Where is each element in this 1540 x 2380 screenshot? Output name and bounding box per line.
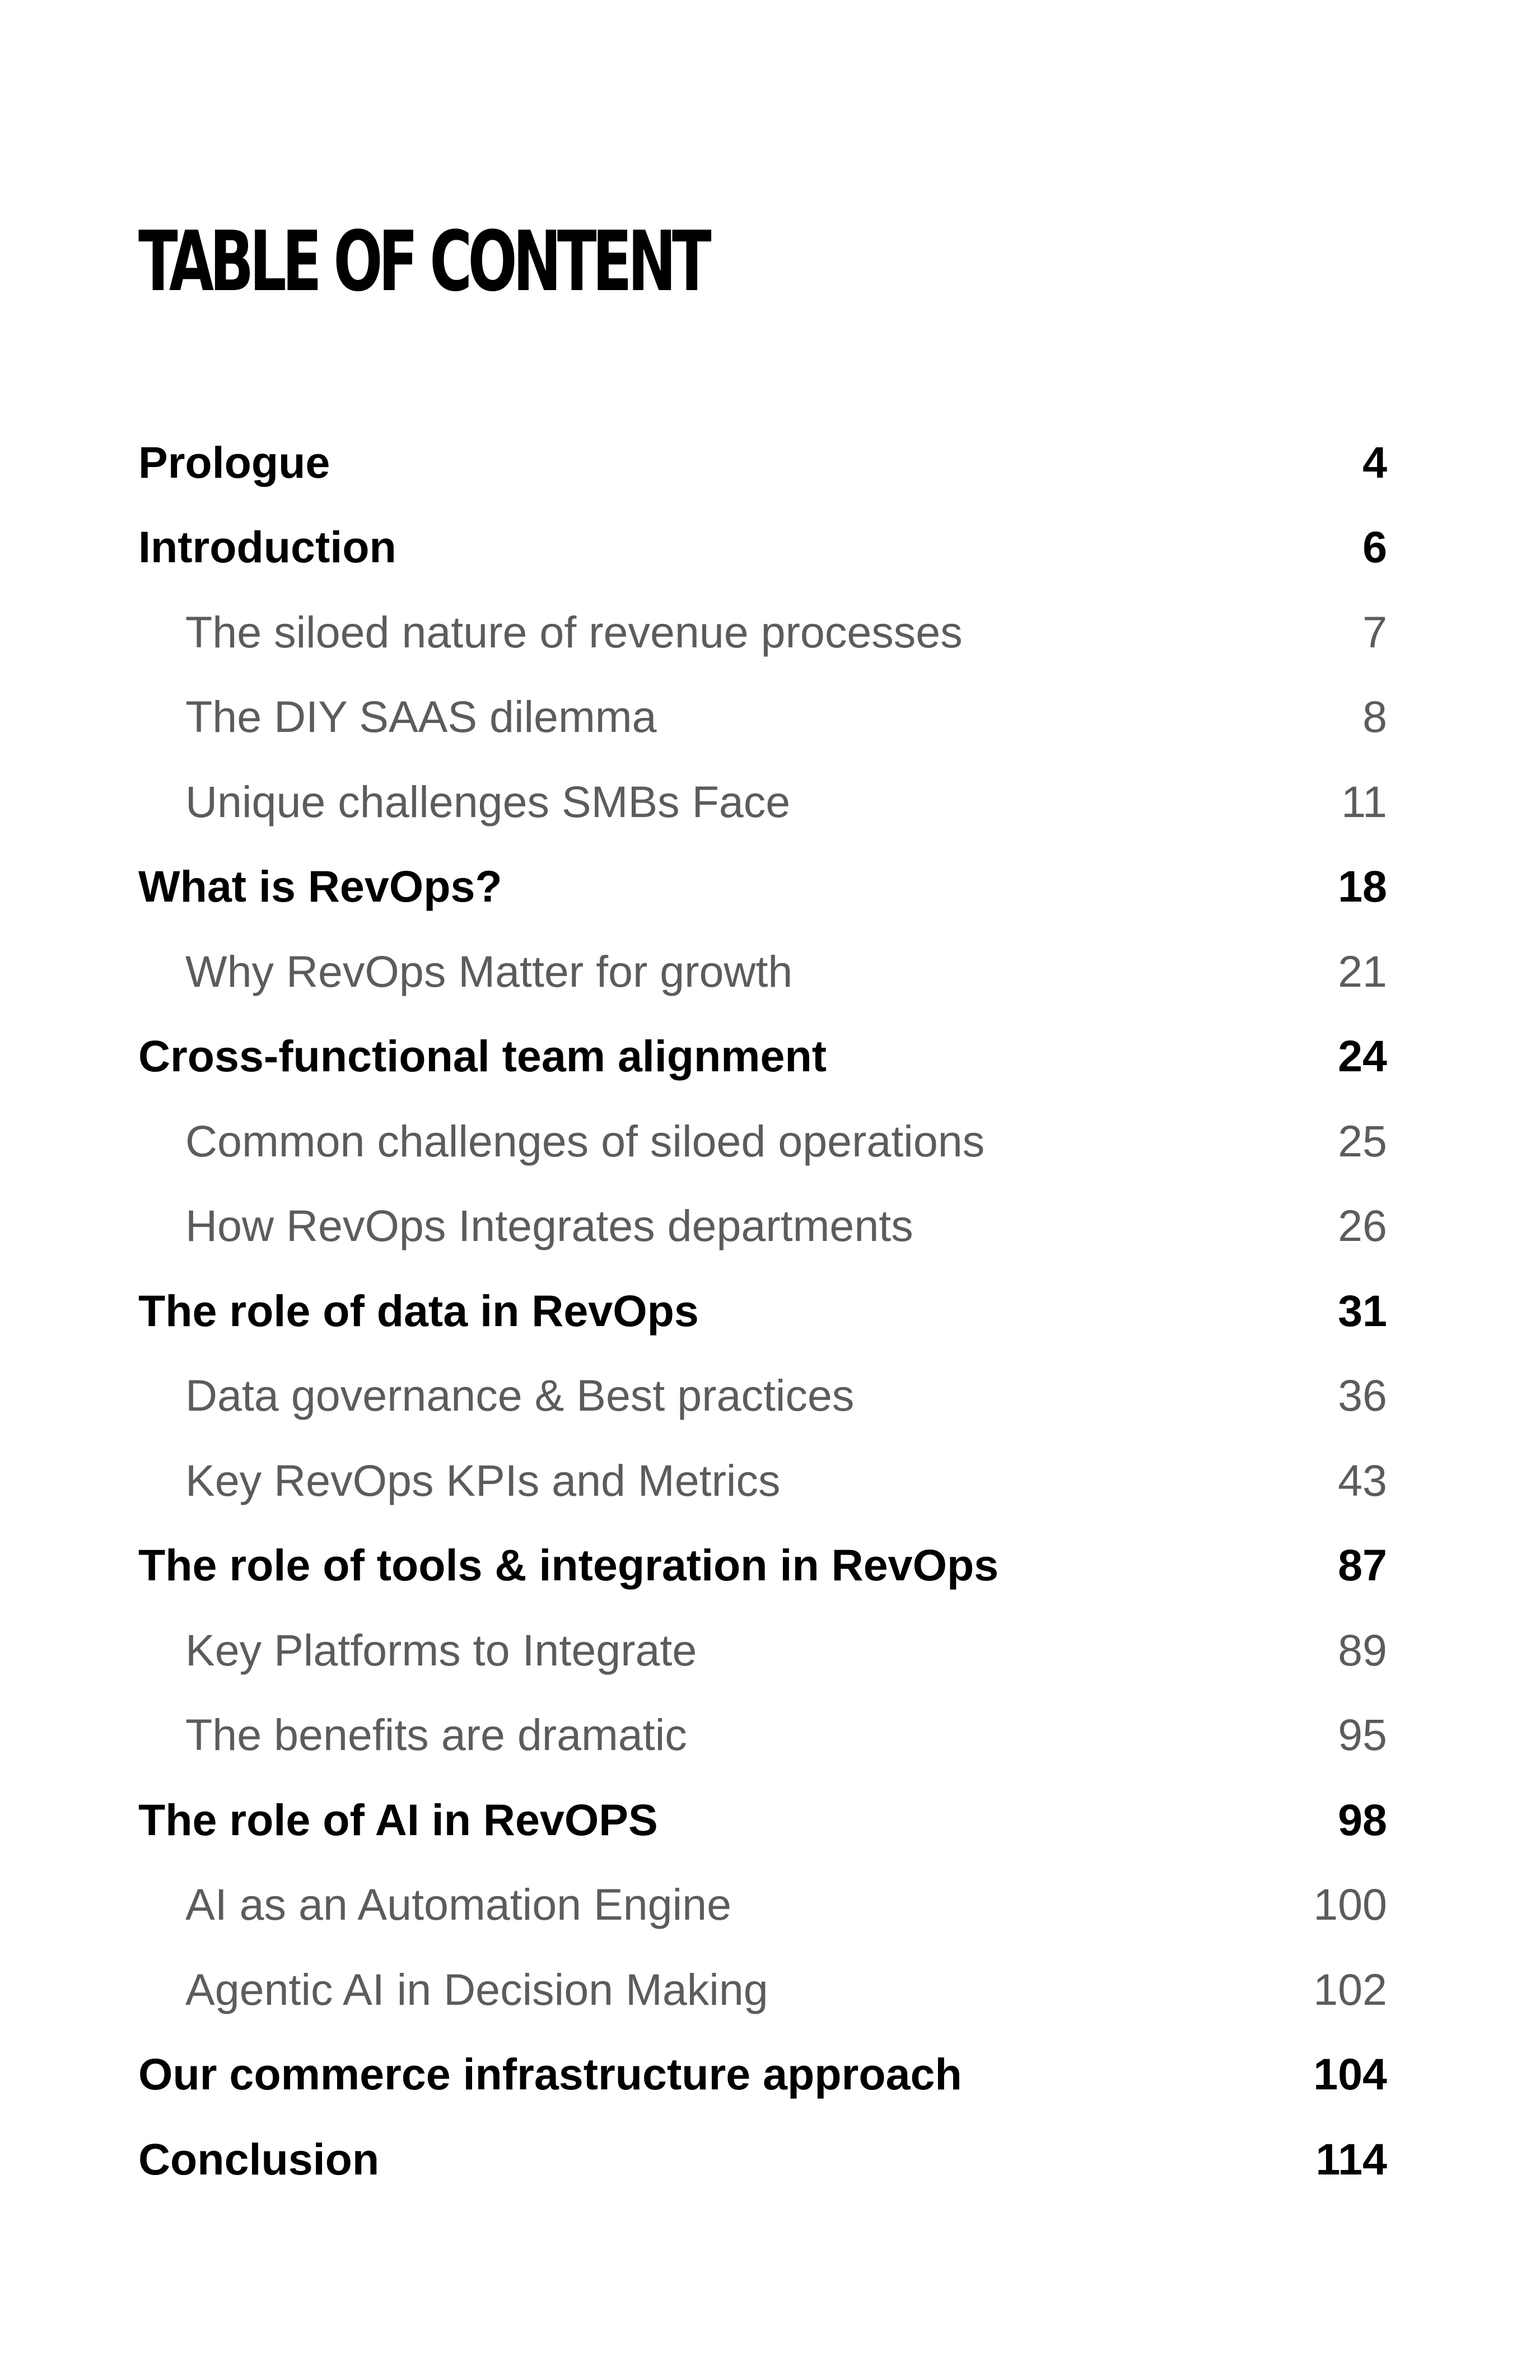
toc-entry-label: AI as an Automation Engine [185,1879,732,1930]
toc-section-entry[interactable] [138,1693,1387,1778]
toc-chapter-entry[interactable] [138,2032,1387,2117]
toc-page-number: 24 [1338,1031,1387,1081]
table-of-contents [138,420,1387,2202]
toc-chapter-entry[interactable] [138,1777,1387,1863]
toc-entry-label: The role of tools & integration in RevOps [138,1540,999,1590]
page-title: TABLE OF CONTENT [138,213,707,310]
toc-chapter-entry[interactable] [138,844,1387,930]
toc-entry-label: Our commerce infrastructure approach [138,2049,962,2099]
toc-page-number: 7 [1362,606,1387,657]
toc-section-entry[interactable] [138,1184,1387,1269]
toc-page-number: 11 [1341,776,1387,827]
toc-page-number: 43 [1338,1455,1387,1505]
toc-entry-label: Cross-functional team alignment [138,1031,827,1081]
toc-section-entry[interactable] [138,590,1387,675]
toc-section-entry[interactable] [138,1863,1387,1948]
toc-chapter-entry[interactable] [138,1014,1387,1099]
toc-section-entry[interactable] [138,675,1387,760]
toc-page-number: 89 [1338,1625,1387,1675]
toc-entry-label: The siloed nature of revenue processes [185,606,963,657]
toc-page-number: 21 [1338,946,1387,996]
toc-entry-label: Why RevOps Matter for growth [185,946,793,996]
toc-page-number: 95 [1338,1710,1387,1760]
toc-entry-label: Common challenges of siloed operations [185,1116,985,1166]
toc-chapter-entry[interactable] [138,420,1387,505]
toc-entry-label: The benefits are dramatic [185,1710,687,1760]
toc-page-number: 104 [1313,2049,1387,2099]
toc-page-number: 114 [1315,2134,1387,2184]
toc-page-number: 18 [1338,861,1387,912]
toc-chapter-entry[interactable] [138,1523,1387,1608]
toc-entry-label: The role of data in RevOps [138,1285,699,1336]
toc-page-number: 25 [1338,1116,1387,1166]
toc-entry-label: Conclusion [138,2134,380,2184]
toc-chapter-entry[interactable] [138,505,1387,590]
toc-section-entry[interactable] [138,1099,1387,1184]
toc-page-number: 31 [1338,1285,1387,1336]
toc-chapter-entry[interactable] [138,2117,1387,2202]
toc-page-number: 102 [1313,1964,1387,2014]
toc-page-number: 4 [1362,437,1387,487]
toc-page-number: 6 [1362,522,1387,572]
toc-entry-label: What is RevOps? [138,861,502,912]
toc-entry-label: Prologue [138,437,330,487]
toc-section-entry[interactable] [138,1608,1387,1693]
toc-entry-label: Introduction [138,522,396,572]
toc-chapter-entry[interactable] [138,1268,1387,1354]
toc-entry-label: How RevOps Integrates departments [185,1201,913,1251]
toc-entry-label: Unique challenges SMBs Face [185,776,791,827]
toc-entry-label: Key Platforms to Integrate [185,1625,697,1675]
toc-section-entry[interactable] [138,1354,1387,1439]
toc-entry-label: Agentic AI in Decision Making [185,1964,768,2014]
toc-page-number: 100 [1313,1879,1387,1930]
toc-section-entry[interactable] [138,929,1387,1014]
toc-page-number: 98 [1338,1794,1387,1845]
toc-page-number: 87 [1338,1540,1387,1590]
toc-section-entry[interactable] [138,759,1387,844]
toc-entry-label: The role of AI in RevOPS [138,1794,658,1845]
toc-page-number: 8 [1362,692,1387,742]
toc-entry-label: Key RevOps KPIs and Metrics [185,1455,781,1505]
toc-page-number: 26 [1338,1201,1387,1251]
toc-page-number: 36 [1338,1370,1387,1421]
toc-section-entry[interactable] [138,1438,1387,1523]
toc-entry-label: Data governance & Best practices [185,1370,855,1421]
toc-section-entry[interactable] [138,1947,1387,2032]
toc-entry-label: The DIY SAAS dilemma [185,692,657,742]
